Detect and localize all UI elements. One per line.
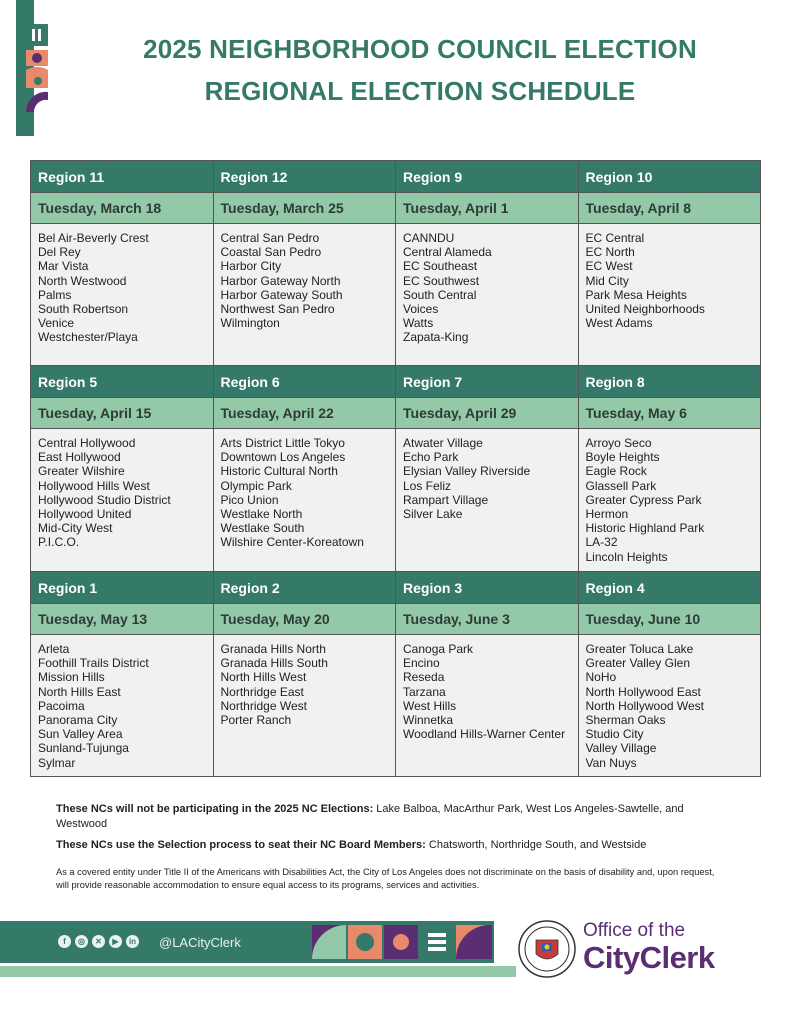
region-header-row [31, 161, 761, 193]
election-date: Tuesday, April 22 [213, 398, 396, 429]
neighborhood-council: Arts District Little Tokyo [220, 436, 345, 450]
youtube-icon[interactable]: ▶ [109, 935, 122, 948]
council-list [396, 429, 579, 572]
neighborhood-council: EC West [585, 259, 633, 274]
neighborhood-council: Mission Hills [38, 670, 105, 685]
election-schedule-table [30, 160, 761, 777]
neighborhood-council: Park Mesa Heights [585, 287, 687, 302]
neighborhood-council: Historic Cultural North [220, 464, 338, 479]
selection-list: Chatsworth, Northridge South, and Westside [428, 839, 647, 851]
council-list [213, 635, 396, 777]
not-participating-label: These NCs will not be participating in the 2025 NC Elections: [56, 803, 374, 815]
neighborhood-council: Granada Hills South [220, 656, 328, 671]
region-name: Region 3 [396, 572, 579, 604]
election-date: Tuesday, March 25 [213, 193, 396, 224]
neighborhood-council: Pacoima [38, 698, 85, 713]
neighborhood-council: Silver Lake [403, 507, 463, 522]
neighborhood-council: Mar Vista [38, 259, 89, 274]
neighborhood-council: Central Hollywood [38, 436, 136, 450]
neighborhood-council: Foothill Trails District [38, 656, 149, 671]
neighborhood-council: East Hollywood [38, 450, 121, 465]
neighborhood-council: Northridge East [220, 684, 304, 699]
region-header-row [31, 572, 761, 604]
election-date: Tuesday, June 10 [578, 604, 761, 635]
council-list [578, 224, 761, 366]
selection-label: These NCs use the Selection process to seat their NC Board Members: [56, 839, 426, 851]
neighborhood-council: NoHo [585, 670, 617, 685]
election-date: Tuesday, April 1 [396, 193, 579, 224]
council-list [396, 224, 579, 366]
neighborhood-council: Sylmar [38, 755, 76, 770]
neighborhood-council: Sunland-Tujunga [38, 741, 129, 756]
neighborhood-council: South Robertson [38, 302, 129, 317]
council-list [31, 635, 214, 777]
election-date-row [31, 193, 761, 224]
neighborhood-council: Hermon [585, 507, 629, 522]
neighborhood-council: Del Rey [38, 245, 81, 260]
decorative-logo-mark [26, 24, 48, 114]
neighborhood-council: Watts [403, 316, 434, 331]
facebook-icon[interactable]: f [58, 935, 71, 948]
region-name: Region 7 [396, 366, 579, 398]
election-date: Tuesday, May 20 [213, 604, 396, 635]
neighborhood-council: South Central [403, 287, 477, 302]
neighborhood-council: Hollywood United [38, 507, 132, 522]
neighborhood-council: North Westwood [38, 273, 127, 288]
region-name: Region 2 [213, 572, 396, 604]
neighborhood-council: Valley Village [585, 741, 657, 756]
region-name: Region 11 [31, 161, 214, 193]
neighborhood-council: Van Nuys [585, 755, 637, 770]
neighborhood-council: Hollywood Studio District [38, 492, 171, 507]
council-list [213, 224, 396, 366]
region-name: Region 5 [31, 366, 214, 398]
neighborhood-council: Northridge West [220, 698, 307, 713]
neighborhood-council: Mid City [585, 273, 629, 288]
neighborhood-council: Granada Hills North [220, 642, 326, 656]
not-participating-list: Lake Balboa, MacArthur Park, West Los Angeles-Sawtelle, and Westwood [56, 803, 684, 830]
region-name: Region 1 [31, 572, 214, 604]
neighborhood-council: West Adams [585, 316, 653, 331]
neighborhood-council: Rampart Village [403, 492, 489, 507]
neighborhood-council: Greater Cypress Park [585, 492, 702, 507]
council-list-row [31, 429, 761, 572]
neighborhood-council: Greater Valley Glen [585, 656, 690, 671]
office-logo-line-1: Office of the [583, 920, 686, 941]
neighborhood-council: Panorama City [38, 713, 118, 728]
neighborhood-council: Hollywood Hills West [38, 478, 150, 493]
neighborhood-council: Northwest San Pedro [220, 302, 335, 317]
page-title-line-1: 2025 NEIGHBORHOOD COUNCIL ELECTION [143, 34, 697, 64]
neighborhood-council: Boyle Heights [585, 450, 660, 465]
neighborhood-council: Greater Wilshire [38, 464, 125, 479]
social-icons [58, 935, 139, 948]
neighborhood-council: Westlake South [220, 521, 305, 536]
region-name: Region 8 [578, 366, 761, 398]
neighborhood-council: Glassell Park [585, 478, 657, 493]
neighborhood-council: Wilmington [220, 316, 280, 331]
neighborhood-council: EC Central [585, 231, 645, 245]
council-list [578, 635, 761, 777]
neighborhood-council: Winnetka [403, 713, 454, 728]
neighborhood-council: Reseda [403, 670, 445, 685]
neighborhood-council: Elysian Valley Riverside [403, 464, 531, 479]
election-date: Tuesday, April 15 [31, 398, 214, 429]
city-seal-icon [518, 920, 576, 978]
neighborhood-council: North Hollywood West [585, 698, 704, 713]
region-name: Region 6 [213, 366, 396, 398]
election-date: Tuesday, April 29 [396, 398, 579, 429]
election-date: Tuesday, April 8 [578, 193, 761, 224]
neighborhood-council: Studio City [585, 727, 644, 742]
council-list-row [31, 224, 761, 366]
neighborhood-council: Wilshire Center-Koreatown [220, 535, 364, 550]
neighborhood-council: Zapata-King [403, 330, 469, 345]
election-date: Tuesday, June 3 [396, 604, 579, 635]
neighborhood-council: Greater Toluca Lake [585, 642, 694, 656]
council-list [31, 429, 214, 572]
page-title-line-2: REGIONAL ELECTION SCHEDULE [204, 76, 636, 106]
x-icon[interactable]: ✕ [92, 935, 105, 948]
neighborhood-council: Pico Union [220, 492, 279, 507]
election-date-row [31, 604, 761, 635]
council-list [31, 224, 214, 366]
region-header-row [31, 366, 761, 398]
neighborhood-council: LA-32 [585, 535, 618, 550]
neighborhood-council: Eagle Rock [585, 464, 647, 479]
neighborhood-council: Westchester/Playa [38, 330, 138, 345]
neighborhood-council: CANNDU [403, 231, 455, 245]
election-date: Tuesday, March 18 [31, 193, 214, 224]
neighborhood-council: Mid-City West [38, 521, 113, 536]
neighborhood-council: Central Alameda [403, 245, 492, 260]
social-handle[interactable]: @LACityClerk [159, 935, 241, 950]
council-list [578, 429, 761, 572]
neighborhood-council: Canoga Park [403, 642, 474, 656]
ada-statement: As a covered entity under Title II of the Americans with Disabilities Act, the City of Los Angeles does not discriminate on the basis of disability and, upon request, will provide reasonable accommodation to ensure equal access to its programs, services and activities. [56, 867, 715, 890]
neighborhood-council: Sherman Oaks [585, 713, 666, 728]
neighborhood-council: Harbor Gateway North [220, 273, 341, 288]
neighborhood-council: West Hills [403, 698, 457, 713]
neighborhood-council: EC Southwest [403, 273, 480, 288]
neighborhood-council: Porter Ranch [220, 713, 292, 728]
neighborhood-council: Historic Highland Park [585, 521, 705, 536]
neighborhood-council: Central San Pedro [220, 231, 320, 245]
neighborhood-council: EC North [585, 245, 635, 260]
election-date: Tuesday, May 6 [578, 398, 761, 429]
neighborhood-council: Tarzana [403, 684, 446, 699]
neighborhood-council: Voices [403, 302, 439, 317]
neighborhood-council: EC Southeast [403, 259, 478, 274]
council-list-row [31, 635, 761, 777]
neighborhood-council: Encino [403, 656, 440, 671]
neighborhood-council: Lincoln Heights [585, 549, 668, 564]
office-logo-line-2: CityClerk [583, 940, 715, 975]
selection-process-note [56, 838, 726, 853]
neighborhood-council: Arroyo Seco [585, 436, 652, 450]
neighborhood-council: Sun Valley Area [38, 727, 123, 742]
footer-decorative-pattern [312, 925, 492, 959]
election-date-row [31, 398, 761, 429]
neighborhood-council: Westlake North [220, 507, 303, 522]
footer-accent-line [0, 966, 516, 977]
neighborhood-council: Harbor Gateway South [220, 287, 343, 302]
council-list [213, 429, 396, 572]
neighborhood-council: Coastal San Pedro [220, 245, 322, 260]
neighborhood-council: Palms [38, 287, 72, 302]
region-name: Region 9 [396, 161, 579, 193]
neighborhood-council: Arleta [38, 642, 70, 656]
office-logo [583, 920, 763, 973]
neighborhood-council: Los Feliz [403, 478, 452, 493]
region-name: Region 12 [213, 161, 396, 193]
linkedin-icon[interactable]: in [126, 935, 139, 948]
neighborhood-council: Olympic Park [220, 478, 292, 493]
neighborhood-council: United Neighborhoods [585, 302, 705, 317]
region-name: Region 4 [578, 572, 761, 604]
instagram-icon[interactable]: ◎ [75, 935, 88, 948]
neighborhood-council: Downtown Los Angeles [220, 450, 346, 465]
neighborhood-council: Venice [38, 316, 75, 331]
neighborhood-council: Echo Park [403, 450, 459, 465]
neighborhood-council: Woodland Hills-Warner Center [403, 727, 566, 742]
region-name: Region 10 [578, 161, 761, 193]
neighborhood-council: North Hills East [38, 684, 121, 699]
neighborhood-council: Atwater Village [403, 436, 483, 450]
neighborhood-council: Bel Air-Beverly Crest [38, 231, 149, 245]
election-date: Tuesday, May 13 [31, 604, 214, 635]
neighborhood-council: North Hollywood East [585, 684, 701, 699]
council-list [396, 635, 579, 777]
not-participating-note [56, 802, 726, 831]
neighborhood-council: North Hills West [220, 670, 307, 685]
neighborhood-council: Harbor City [220, 259, 282, 274]
neighborhood-council: P.I.C.O. [38, 535, 80, 550]
